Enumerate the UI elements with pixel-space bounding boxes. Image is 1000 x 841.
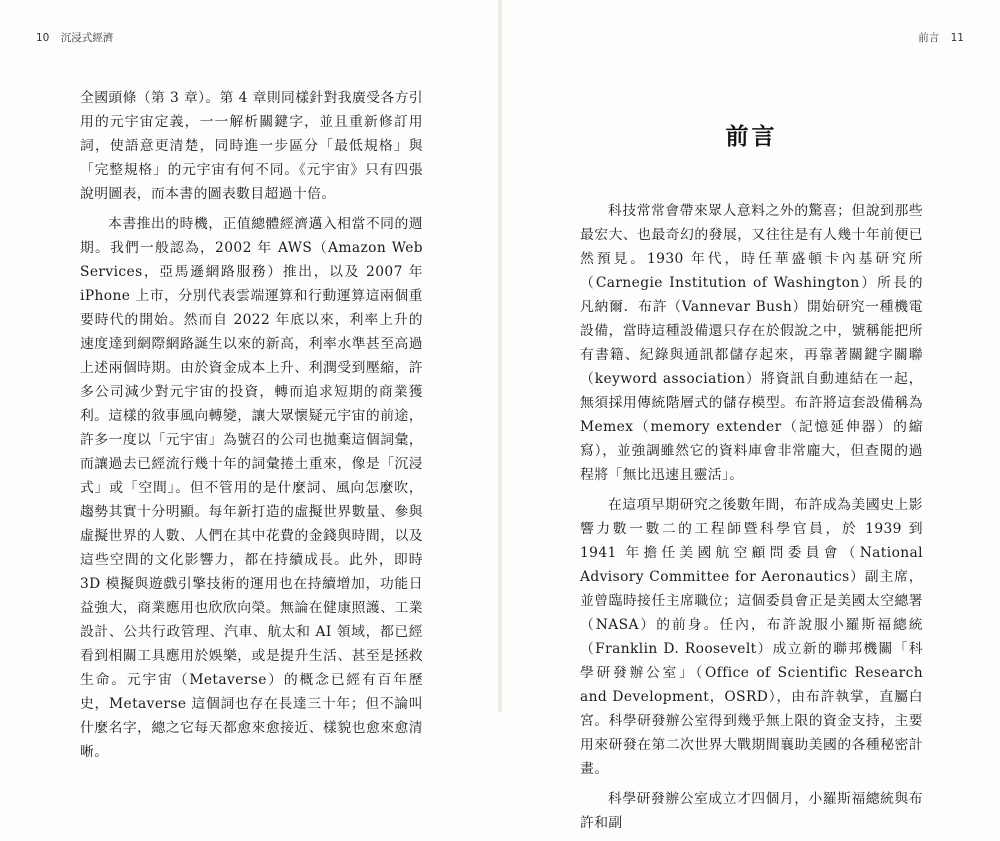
right-running-head bbox=[918, 30, 964, 45]
left-page bbox=[0, 0, 500, 760]
paragraph: 科技常常會帶來眾人意料之外的驚喜；但說到那些最宏大、也最奇幻的發展，又往往是有人幾十年前便已然預見。1930 年代，時任華盛頓卡內基研究所（Carnegie Institution of Washington）所長的凡納爾．布許（Vannevar Bush）開始研究一種機電設備，當時這種設備還只存在於假說之中，號稱能把所有書籍、紀錄與通訊都儲存起來，再靠著關鍵字關聯（keyword association）將資訊自動連結在一起，無須採用傳統階層式的儲存模型。布許將這套設備稱為 Memex（memory extender（記憶延伸器）的縮寫），並強調雖然它的資料庫會非常龐大，但查閱的過程將「無比迅速且靈活」。 bbox=[580, 203, 923, 483]
left-page-number: 10 bbox=[36, 32, 50, 44]
paragraph: 全國頭條（第 3 章）。第 4 章則同樣針對我廣受各方引用的元宇宙定義，一一解析關鍵字，並且重新修訂用詞，使語意更清楚，同時進一步區分「最低規格」與「完整規格」的元宇宙有何不同。《元宇宙》只有四張說明圖表，而本書的圖表數目超過十倍。 bbox=[80, 90, 423, 202]
right-page-number: 11 bbox=[950, 32, 964, 44]
chapter-title: 前言 bbox=[725, 124, 778, 150]
left-body-text bbox=[80, 86, 423, 770]
right-running-title: 前言 bbox=[918, 32, 940, 44]
left-running-head bbox=[36, 30, 113, 45]
paragraph: 在這項早期研究之後數年間，布許成為美國史上影響力數一數二的工程師暨科學官員，於 1939 到 1941 年擔任美國航空顧問委員會（National Advisory Committee for Aeronautics）副主席，並曾臨時接任主席職位；這個委員會正是美國太空總署（NASA）的前身。任內，布許說服小羅斯福總統（Franklin D. Roosevelt）成立新的聯邦機關「科學研發辦公室」（Office of Scientific Research and Development，OSRD），由布許執掌，直屬白宮。科學研發辦公室得到幾乎無上限的資金支持，主要用來研發在第二次世界大戰期間襄助美國的各種秘密計畫。 bbox=[580, 497, 923, 777]
paragraph: 本書推出的時機，正值總體經濟邁入相當不同的週期。我們一般認為，2002 年 AWS（Amazon Web Services，亞馬遜網路服務）推出，以及 2007 年 iPhone 上市，分別代表雲端運算和行動運算這兩個重要時代的開始。然而自 2022 年底以來，利率上升的速度達到網際網路誕生以來的新高，利率水準甚至高過上述兩個時期。由於資金成本上升、利潤受到壓縮，許多公司減少對元宇宙的投資，轉而追求短期的商業獲利。這樣的敘事風向轉變，讓大眾懷疑元宇宙的前途，許多一度以「元宇宙」為號召的公司也拋棄這個詞彙，而讓過去已經流行幾十年的詞彙捲土重來，像是「沉浸式」或「空間」。但不管用的是什麼詞、風向怎麼吹，趨勢其實十分明顯。每年新打造的虛擬世界數量、參與虛擬世界的人數、人們在其中花費的金錢與時間，以及這些空間的文化影響力，都在持續成長。此外，即時 3D 模擬與遊戲引擎技術的運用也在持續增加，功能日益強大，商業應用也欣欣向榮。無論在健康照護、工業設計、公共行政管理、汽車、航太和 AI 領域，都已經看到相關工具應用於娛樂，或是提升生活、甚至是拯救生命。元宇宙（Metaverse）的概念已經有百年歷史，Metaverse 這個詞也存在長達三十年；但不論叫什麼名字，總之它每天都愈來愈接近、樣貌也愈來愈清晰。 bbox=[80, 216, 423, 760]
left-running-title: 沉浸式經濟 bbox=[60, 32, 114, 44]
right-body-text bbox=[580, 199, 923, 841]
paragraph: 科學研發辦公室成立才四個月，小羅斯福總統與布許和副 bbox=[580, 791, 923, 831]
right-page bbox=[500, 0, 1000, 831]
